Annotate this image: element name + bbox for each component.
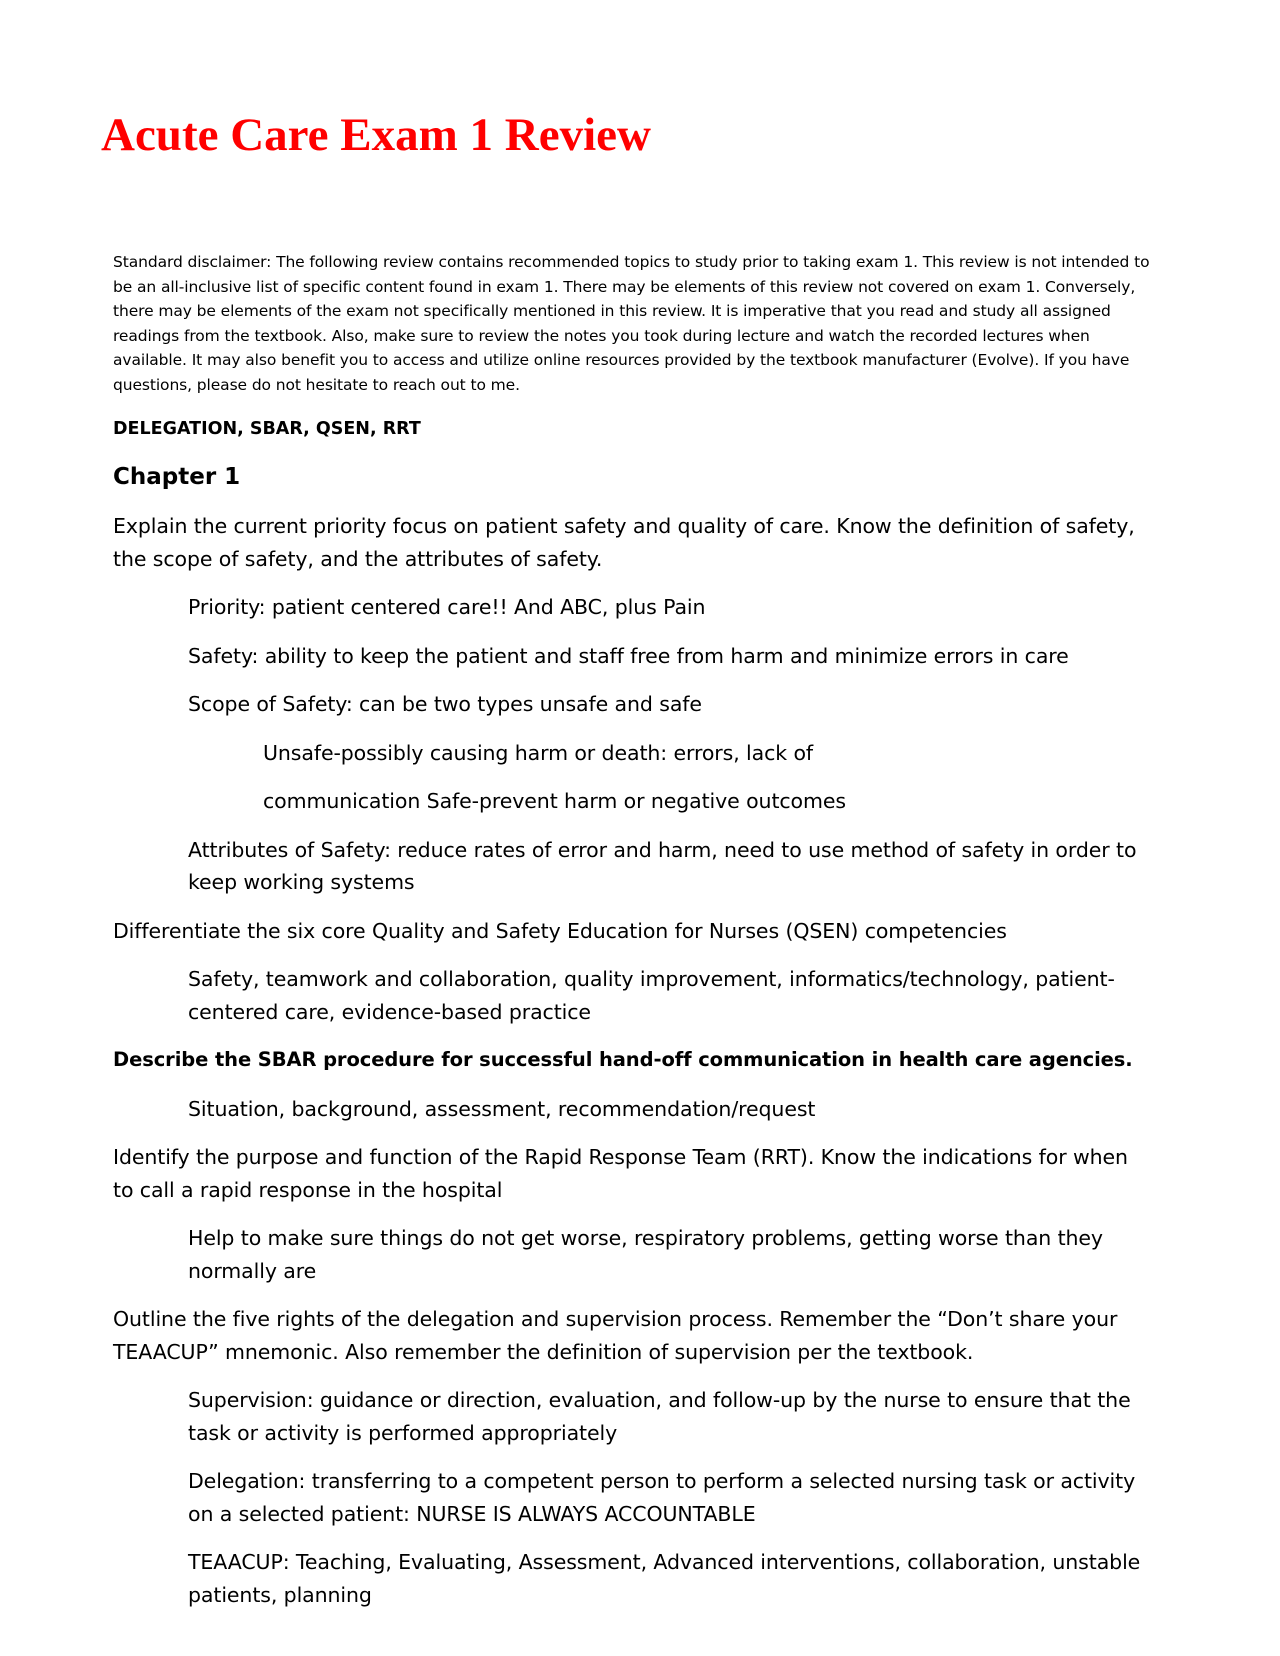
chapter-heading: Chapter 1 [113,464,241,490]
note-qsen-competencies: Safety, teamwork and collaboration, quality improvement, informatics/technology, patient-centered care, evidence-based practice [188,967,1115,1024]
disclaimer-text: Standard disclaimer: The following review contains recommended topics to study prior to taking exam 1. This review is not intended to be an all-inclusive list of specific content found in exam 1. There may be elements of this review not covered on exam 1. Conversely, there may be elements of the exam not specifically mentioned in this review. It is imperative that you read and study all assigned readings from the textbook. Also, make sure to review the notes you took during lecture and watch the recorded lectures when available. It may also benefit you to access and utilize online resources provided by the textbook manufacturer (Evolve). If you have questions, please do not hesitate to reach out to me. [113,253,1150,394]
objective-delegation: Outline the five rights of the delegation and supervision process. Remember the “Don’t share your TEAACUP” mnemonic. Also remember the definition of supervision per the textbook. [113,1307,1118,1364]
note-scope-of-safety: Scope of Safety: can be two types unsafe and safe [188,692,702,716]
note-priority: Priority: patient centered care!! And ABC, plus Pain [188,595,706,619]
note-sbar: Situation, background, assessment, recommendation/request [188,1096,816,1121]
document-body [113,250,1153,1611]
page-title: Acute Care Exam 1 Review [101,109,651,161]
note-delegation: Delegation: transferring to a competent person to perform a selected nursing task or activity on a selected patient: NURSE IS ALWAYS ACCOUNTABLE [188,1469,1136,1526]
note-supervision: Supervision: guidance or direction, evaluation, and follow-up by the nurse to ensure that the task or activity is performed appropriately [188,1388,1131,1445]
note-safe: communication Safe-prevent harm or negative outcomes [263,789,846,813]
objective-safety: Explain the current priority focus on patient safety and quality of care. Know the definition of safety, the scope of safety, and the attributes of safety. [113,514,1135,571]
note-unsafe: Unsafe-possibly causing harm or death: errors, lack of [263,740,814,765]
note-teaacup: TEAACUP: Teaching, Evaluating, Assessment, Advanced interventions, collaboration, unstable patients, planning [188,1550,1141,1607]
note-attributes-of-safety: Attributes of Safety: reduce rates of error and harm, need to use method of safety in order to keep working systems [188,837,1137,894]
section-heading: DELEGATION, SBAR, QSEN, RRT [113,419,421,439]
note-safety-definition: Safety: ability to keep the patient and staff free from harm and minimize errors in care [188,643,1069,668]
note-rrt: Help to make sure things do not get worse, respiratory problems, getting worse than they normally are [188,1226,1103,1283]
objective-sbar: Describe the SBAR procedure for successful hand-off communication in health care agencies. [113,1048,1133,1071]
objective-rrt: Identify the purpose and function of the Rapid Response Team (RRT). Know the indications for when to call a rapid response in the hospital [113,1145,1128,1202]
objective-qsen: Differentiate the six core Quality and Safety Education for Nurses (QSEN) competencies [113,918,1007,943]
